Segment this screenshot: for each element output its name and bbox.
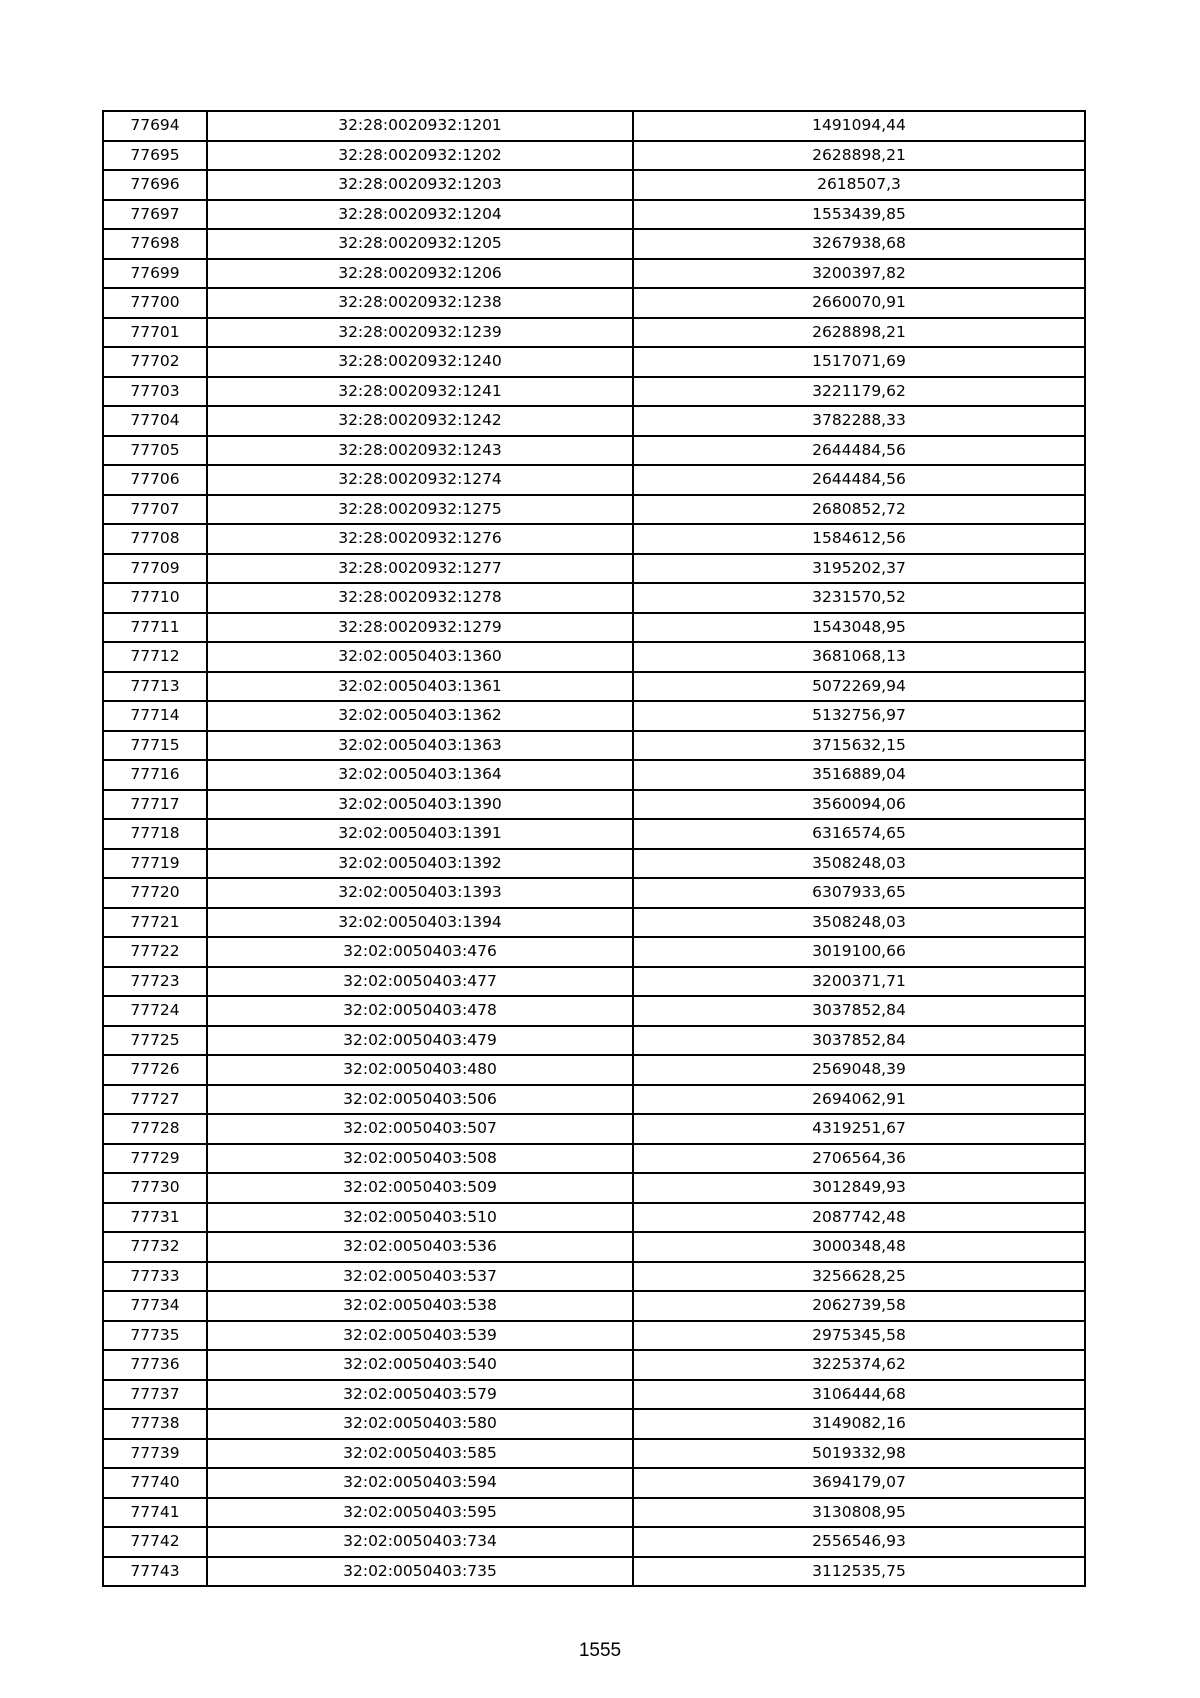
cadastral-value-cell: 2694062,91 xyxy=(633,1085,1085,1115)
row-number-cell: 77717 xyxy=(103,790,207,820)
table-row xyxy=(103,495,1085,525)
cadastral-value-cell: 3694179,07 xyxy=(633,1468,1085,1498)
cadastral-value-cell: 3037852,84 xyxy=(633,1026,1085,1056)
cadastral-number-cell: 32:02:0050403:1392 xyxy=(207,849,633,879)
cadastral-number-cell: 32:02:0050403:510 xyxy=(207,1203,633,1233)
cadastral-number-cell: 32:28:0020932:1275 xyxy=(207,495,633,525)
row-number-cell: 77694 xyxy=(103,111,207,141)
cadastral-value-cell: 2706564,36 xyxy=(633,1144,1085,1174)
cadastral-number-cell: 32:02:0050403:537 xyxy=(207,1262,633,1292)
cadastral-number-cell: 32:28:0020932:1238 xyxy=(207,288,633,318)
table-row xyxy=(103,1439,1085,1469)
row-number-cell: 77743 xyxy=(103,1557,207,1587)
row-number-cell: 77734 xyxy=(103,1291,207,1321)
row-number-cell: 77720 xyxy=(103,878,207,908)
table-row xyxy=(103,229,1085,259)
table-row xyxy=(103,436,1085,466)
cadastral-number-cell: 32:02:0050403:508 xyxy=(207,1144,633,1174)
cadastral-number-cell: 32:02:0050403:1362 xyxy=(207,701,633,731)
cadastral-value-cell: 3715632,15 xyxy=(633,731,1085,761)
cadastral-number-cell: 32:02:0050403:1363 xyxy=(207,731,633,761)
cadastral-value-cell: 5132756,97 xyxy=(633,701,1085,731)
row-number-cell: 77731 xyxy=(103,1203,207,1233)
cadastral-number-cell: 32:28:0020932:1206 xyxy=(207,259,633,289)
row-number-cell: 77741 xyxy=(103,1498,207,1528)
cadastral-value-cell: 3106444,68 xyxy=(633,1380,1085,1410)
table-row xyxy=(103,731,1085,761)
cadastral-number-cell: 32:02:0050403:539 xyxy=(207,1321,633,1351)
cadastral-value-cell: 3782288,33 xyxy=(633,406,1085,436)
cadastral-value-cell: 2087742,48 xyxy=(633,1203,1085,1233)
row-number-cell: 77700 xyxy=(103,288,207,318)
table-row xyxy=(103,1380,1085,1410)
table-row xyxy=(103,1203,1085,1233)
row-number-cell: 77729 xyxy=(103,1144,207,1174)
page-number: 1555 xyxy=(578,1640,622,1661)
cadastral-number-cell: 32:02:0050403:734 xyxy=(207,1527,633,1557)
cadastral-number-cell: 32:02:0050403:595 xyxy=(207,1498,633,1528)
table-row xyxy=(103,849,1085,879)
table-row xyxy=(103,1291,1085,1321)
cadastral-number-cell: 32:02:0050403:538 xyxy=(207,1291,633,1321)
row-number-cell: 77701 xyxy=(103,318,207,348)
table-row xyxy=(103,200,1085,230)
row-number-cell: 77739 xyxy=(103,1439,207,1469)
cadastral-number-cell: 32:02:0050403:480 xyxy=(207,1055,633,1085)
cadastral-number-cell: 32:28:0020932:1242 xyxy=(207,406,633,436)
cadastral-number-cell: 32:28:0020932:1279 xyxy=(207,613,633,643)
cadastral-value-cell: 2556546,93 xyxy=(633,1527,1085,1557)
row-number-cell: 77713 xyxy=(103,672,207,702)
cadastral-value-cell: 2628898,21 xyxy=(633,318,1085,348)
table-row xyxy=(103,170,1085,200)
cadastral-number-cell: 32:28:0020932:1277 xyxy=(207,554,633,584)
cadastral-value-cell: 2628898,21 xyxy=(633,141,1085,171)
cadastral-value-cell: 3000348,48 xyxy=(633,1232,1085,1262)
cadastral-value-cell: 3200371,71 xyxy=(633,967,1085,997)
cadastral-value-cell: 2618507,3 xyxy=(633,170,1085,200)
cadastral-number-cell: 32:02:0050403:1361 xyxy=(207,672,633,702)
table-row xyxy=(103,1409,1085,1439)
cadastral-number-cell: 32:02:0050403:585 xyxy=(207,1439,633,1469)
table-body xyxy=(103,111,1085,1586)
row-number-cell: 77737 xyxy=(103,1380,207,1410)
row-number-cell: 77703 xyxy=(103,377,207,407)
table-row xyxy=(103,1557,1085,1587)
table-row xyxy=(103,288,1085,318)
row-number-cell: 77710 xyxy=(103,583,207,613)
table-row xyxy=(103,1173,1085,1203)
cadastral-number-cell: 32:02:0050403:580 xyxy=(207,1409,633,1439)
cadastral-number-cell: 32:28:0020932:1203 xyxy=(207,170,633,200)
row-number-cell: 77707 xyxy=(103,495,207,525)
row-number-cell: 77736 xyxy=(103,1350,207,1380)
cadastral-value-cell: 3200397,82 xyxy=(633,259,1085,289)
table-row xyxy=(103,819,1085,849)
cadastral-value-table xyxy=(102,110,1086,1587)
cadastral-value-cell: 3560094,06 xyxy=(633,790,1085,820)
table-row xyxy=(103,790,1085,820)
row-number-cell: 77716 xyxy=(103,760,207,790)
cadastral-number-cell: 32:28:0020932:1276 xyxy=(207,524,633,554)
table-row xyxy=(103,1468,1085,1498)
cadastral-value-cell: 2975345,58 xyxy=(633,1321,1085,1351)
cadastral-number-cell: 32:02:0050403:479 xyxy=(207,1026,633,1056)
cadastral-number-cell: 32:02:0050403:579 xyxy=(207,1380,633,1410)
table-row xyxy=(103,1527,1085,1557)
row-number-cell: 77715 xyxy=(103,731,207,761)
cadastral-number-cell: 32:02:0050403:506 xyxy=(207,1085,633,1115)
table-row xyxy=(103,1026,1085,1056)
table-row xyxy=(103,878,1085,908)
row-number-cell: 77709 xyxy=(103,554,207,584)
row-number-cell: 77721 xyxy=(103,908,207,938)
cadastral-value-cell: 4319251,67 xyxy=(633,1114,1085,1144)
cadastral-value-cell: 3225374,62 xyxy=(633,1350,1085,1380)
cadastral-number-cell: 32:02:0050403:477 xyxy=(207,967,633,997)
row-number-cell: 77711 xyxy=(103,613,207,643)
table-row xyxy=(103,524,1085,554)
cadastral-number-cell: 32:02:0050403:1390 xyxy=(207,790,633,820)
cadastral-value-cell: 3112535,75 xyxy=(633,1557,1085,1587)
table-row xyxy=(103,347,1085,377)
cadastral-value-cell: 3231570,52 xyxy=(633,583,1085,613)
table-row xyxy=(103,141,1085,171)
table-row xyxy=(103,1055,1085,1085)
cadastral-value-cell: 3681068,13 xyxy=(633,642,1085,672)
row-number-cell: 77699 xyxy=(103,259,207,289)
row-number-cell: 77695 xyxy=(103,141,207,171)
cadastral-value-cell: 3221179,62 xyxy=(633,377,1085,407)
cadastral-value-cell: 1553439,85 xyxy=(633,200,1085,230)
table-row xyxy=(103,937,1085,967)
row-number-cell: 77708 xyxy=(103,524,207,554)
cadastral-value-cell: 2644484,56 xyxy=(633,465,1085,495)
cadastral-value-cell: 2569048,39 xyxy=(633,1055,1085,1085)
row-number-cell: 77712 xyxy=(103,642,207,672)
cadastral-value-cell: 2062739,58 xyxy=(633,1291,1085,1321)
cadastral-number-cell: 32:28:0020932:1205 xyxy=(207,229,633,259)
cadastral-number-cell: 32:28:0020932:1239 xyxy=(207,318,633,348)
table-row xyxy=(103,1114,1085,1144)
table-row xyxy=(103,1321,1085,1351)
cadastral-value-cell: 3195202,37 xyxy=(633,554,1085,584)
cadastral-value-cell: 1543048,95 xyxy=(633,613,1085,643)
cadastral-number-cell: 32:02:0050403:509 xyxy=(207,1173,633,1203)
cadastral-number-cell: 32:02:0050403:1394 xyxy=(207,908,633,938)
cadastral-value-cell: 3019100,66 xyxy=(633,937,1085,967)
table-row xyxy=(103,377,1085,407)
table-row xyxy=(103,406,1085,436)
cadastral-number-cell: 32:02:0050403:476 xyxy=(207,937,633,967)
row-number-cell: 77727 xyxy=(103,1085,207,1115)
table-row xyxy=(103,1085,1085,1115)
row-number-cell: 77722 xyxy=(103,937,207,967)
row-number-cell: 77725 xyxy=(103,1026,207,1056)
cadastral-number-cell: 32:28:0020932:1202 xyxy=(207,141,633,171)
cadastral-value-cell: 3516889,04 xyxy=(633,760,1085,790)
cadastral-number-cell: 32:02:0050403:507 xyxy=(207,1114,633,1144)
table-row xyxy=(103,465,1085,495)
row-number-cell: 77718 xyxy=(103,819,207,849)
table-row xyxy=(103,908,1085,938)
cadastral-value-cell: 3508248,03 xyxy=(633,849,1085,879)
cadastral-value-cell: 3267938,68 xyxy=(633,229,1085,259)
cadastral-number-cell: 32:02:0050403:1364 xyxy=(207,760,633,790)
cadastral-value-cell: 3256628,25 xyxy=(633,1262,1085,1292)
row-number-cell: 77742 xyxy=(103,1527,207,1557)
cadastral-number-cell: 32:02:0050403:1391 xyxy=(207,819,633,849)
cadastral-number-cell: 32:02:0050403:536 xyxy=(207,1232,633,1262)
row-number-cell: 77732 xyxy=(103,1232,207,1262)
row-number-cell: 77733 xyxy=(103,1262,207,1292)
cadastral-number-cell: 32:02:0050403:1393 xyxy=(207,878,633,908)
row-number-cell: 77738 xyxy=(103,1409,207,1439)
row-number-cell: 77697 xyxy=(103,200,207,230)
table-row xyxy=(103,613,1085,643)
table-row xyxy=(103,967,1085,997)
row-number-cell: 77728 xyxy=(103,1114,207,1144)
cadastral-value-cell: 5019332,98 xyxy=(633,1439,1085,1469)
cadastral-number-cell: 32:28:0020932:1274 xyxy=(207,465,633,495)
table-row xyxy=(103,701,1085,731)
cadastral-value-cell: 5072269,94 xyxy=(633,672,1085,702)
row-number-cell: 77724 xyxy=(103,996,207,1026)
row-number-cell: 77714 xyxy=(103,701,207,731)
table-row xyxy=(103,760,1085,790)
cadastral-value-cell: 1491094,44 xyxy=(633,111,1085,141)
cadastral-value-cell: 3130808,95 xyxy=(633,1498,1085,1528)
cadastral-number-cell: 32:28:0020932:1241 xyxy=(207,377,633,407)
row-number-cell: 77698 xyxy=(103,229,207,259)
table-row xyxy=(103,1350,1085,1380)
table-row xyxy=(103,1232,1085,1262)
table-row xyxy=(103,318,1085,348)
cadastral-number-cell: 32:02:0050403:478 xyxy=(207,996,633,1026)
table-row xyxy=(103,642,1085,672)
table-row xyxy=(103,996,1085,1026)
cadastral-value-cell: 6307933,65 xyxy=(633,878,1085,908)
cadastral-number-cell: 32:28:0020932:1240 xyxy=(207,347,633,377)
cadastral-value-cell: 3508248,03 xyxy=(633,908,1085,938)
table-row xyxy=(103,672,1085,702)
cadastral-number-cell: 32:28:0020932:1278 xyxy=(207,583,633,613)
row-number-cell: 77730 xyxy=(103,1173,207,1203)
cadastral-number-cell: 32:28:0020932:1204 xyxy=(207,200,633,230)
table-row xyxy=(103,259,1085,289)
cadastral-number-cell: 32:28:0020932:1243 xyxy=(207,436,633,466)
row-number-cell: 77704 xyxy=(103,406,207,436)
row-number-cell: 77719 xyxy=(103,849,207,879)
table-row xyxy=(103,111,1085,141)
cadastral-value-cell: 1584612,56 xyxy=(633,524,1085,554)
cadastral-number-cell: 32:02:0050403:594 xyxy=(207,1468,633,1498)
cadastral-value-cell: 3012849,93 xyxy=(633,1173,1085,1203)
row-number-cell: 77696 xyxy=(103,170,207,200)
table-row xyxy=(103,1144,1085,1174)
cadastral-value-cell: 2680852,72 xyxy=(633,495,1085,525)
cadastral-value-cell: 2660070,91 xyxy=(633,288,1085,318)
table-row xyxy=(103,1262,1085,1292)
row-number-cell: 77726 xyxy=(103,1055,207,1085)
row-number-cell: 77705 xyxy=(103,436,207,466)
cadastral-number-cell: 32:02:0050403:1360 xyxy=(207,642,633,672)
cadastral-value-cell: 3149082,16 xyxy=(633,1409,1085,1439)
row-number-cell: 77740 xyxy=(103,1468,207,1498)
cadastral-value-cell: 3037852,84 xyxy=(633,996,1085,1026)
cadastral-number-cell: 32:02:0050403:735 xyxy=(207,1557,633,1587)
cadastral-value-cell: 1517071,69 xyxy=(633,347,1085,377)
row-number-cell: 77735 xyxy=(103,1321,207,1351)
table-row xyxy=(103,583,1085,613)
cadastral-number-cell: 32:02:0050403:540 xyxy=(207,1350,633,1380)
table-row xyxy=(103,554,1085,584)
cadastral-number-cell: 32:28:0020932:1201 xyxy=(207,111,633,141)
row-number-cell: 77723 xyxy=(103,967,207,997)
cadastral-value-cell: 2644484,56 xyxy=(633,436,1085,466)
row-number-cell: 77702 xyxy=(103,347,207,377)
table-row xyxy=(103,1498,1085,1528)
row-number-cell: 77706 xyxy=(103,465,207,495)
cadastral-value-cell: 6316574,65 xyxy=(633,819,1085,849)
